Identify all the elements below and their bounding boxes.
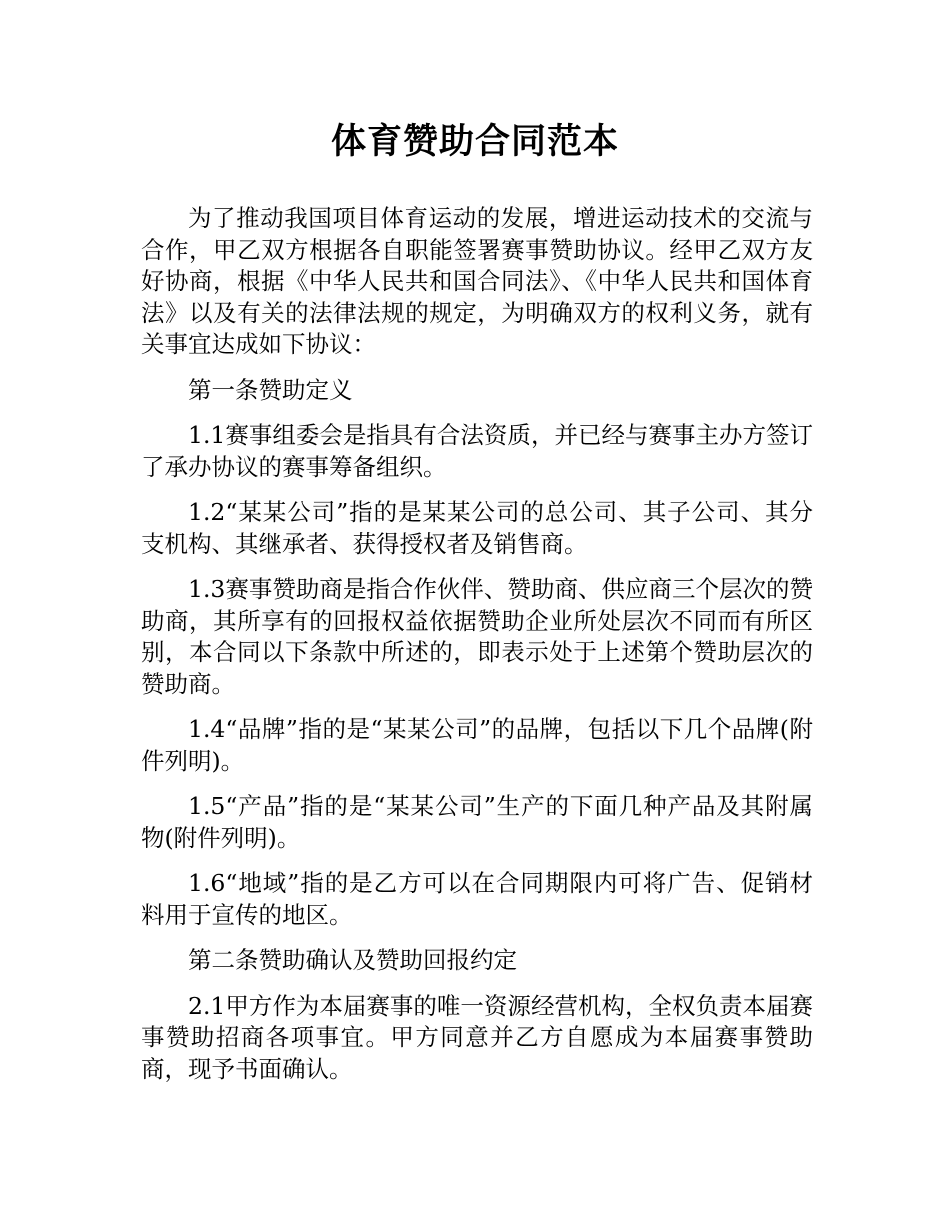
clause-1-3: 1.3赛事赞助商是指合作伙伴、赞助商、供应商三个层次的赞助商，其所享有的回报权益依据赞助企业所处层次不同而有所区别，本合同以下条款中所述的，即表示处于上述第个赞助层次的赞助商。 (141, 575, 813, 698)
clause-1-1: 1.1赛事组委会是指具有合法资质，并已经与赛事主办方签订了承办协议的赛事筹备组织。 (141, 421, 813, 481)
document-body (141, 203, 813, 1099)
clause-1-5: 1.5“产品”指的是“某某公司”生产的下面几种产品及其附属物(附件列明)。 (141, 792, 813, 852)
clause-1-4: 1.4“品牌”指的是“某某公司”的品牌，包括以下几个品牌(附件列明)。 (141, 715, 813, 775)
clause-1-2: 1.2“某某公司”指的是某某公司的总公司、其子公司、其分支机构、其继承者、获得授权者及销售商。 (141, 498, 813, 558)
section-heading-2: 第二条赞助确认及赞助回报约定 (188, 946, 517, 974)
page-title: 体育赞助合同范本 (330, 122, 619, 162)
clause-2-1: 2.1甲方作为本届赛事的唯一资源经营机构，全权负责本届赛事赞助招商各项事宜。甲方同意并乙方自愿成为本届赛事赞助商，现予书面确认。 (141, 991, 813, 1083)
clause-1-6: 1.6“地域”指的是乙方可以在合同期限内可将广告、促销材料用于宣传的地区。 (141, 869, 813, 929)
section-heading-1: 第一条赞助定义 (188, 375, 353, 404)
intro-paragraph: 为了推动我国项目体育运动的发展，增进运动技术的交流与合作，甲乙双方根据各自职能签署赛事赞助协议。经甲乙双方友好协商，根据《中华人民共和国合同法》、《中华人民共和国体育法》以及有关的法律法规的规定，为明确双方的权利义务，就有关事宜达成如下协议： (141, 204, 813, 358)
